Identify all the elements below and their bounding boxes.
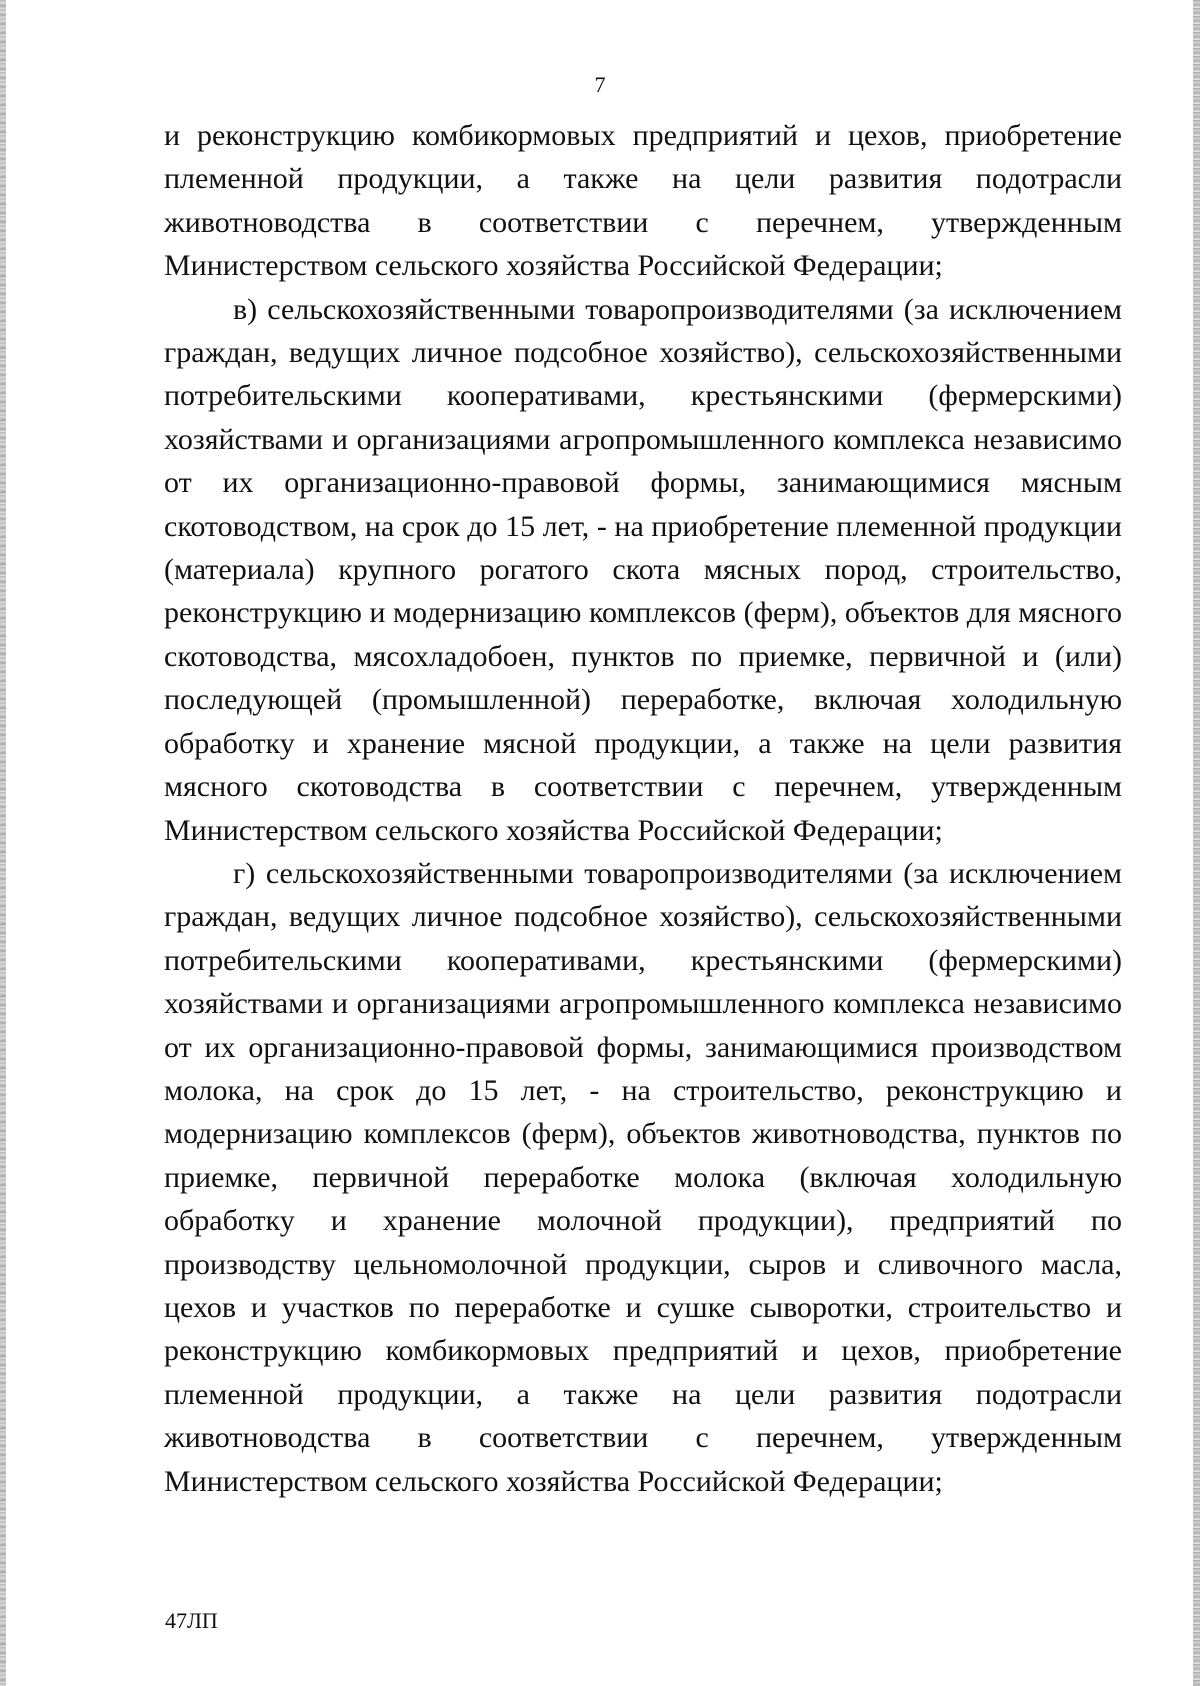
paragraph-v: в) сельскохозяйственными товаропроизводителями (за исключением граждан, ведущих личное подсобное хозяйство), сельскохозяйственными потребительскими кооперативами, крестьянскими (фермерскими) хозяйствами и организациями агропромышленного комплекса независимо от их организационно-правовой формы, занимающимися мясным скотоводством, на срок до 15 лет, - на приобретение племенной продукции (материала) крупного рогатого скота мясных пород, строительство, реконструкцию и модернизацию комплексов (ферм), объектов для мясного скотоводства, мясохладобоен, пунктов по приемке, первичной и (или) последующей (промышленной) переработке, включая холодильную обработку и хранение мясной продукции, а также на цели развития мясного скотоводства в соответствии с перечнем, утвержденным Министерством сельского хозяйства Российской Федерации; — [164, 292, 1122, 847]
document-body — [164, 114, 1122, 1503]
scan-right-edge — [1193, 0, 1200, 1686]
document-code: 47ЛП — [165, 1608, 218, 1633]
paragraph-continued: и реконструкцию комбикормовых предприятий и цехов, приобретение племенной продукции, а также на цели развития подотрасли животноводства в соответствии с перечнем, утвержденным Министерством сельского хозяйства Российской Федерации; — [164, 119, 1122, 283]
page-number: 7 — [594, 72, 606, 97]
paragraph-g: г) сельскохозяйственными товаропроизводителями (за исключением граждан, ведущих личное подсобное хозяйство), сельскохозяйственными потребительскими кооперативами, крестьянскими (фермерскими) хозяйствами и организациями агропромышленного комплекса независимо от их организационно-правовой формы, занимающимися производством молока, на срок до 15 лет, - на строительство, реконструкцию и модернизацию комплексов (ферм), объектов животноводства, пунктов по приемке, первичной переработке молока (включая холодильную обработку и хранение молочной продукции), предприятий по производству цельномолочной продукции, сыров и сливочного масла, цехов и участков по переработке и сушке сыворотки, строительство и реконструкцию комбикормовых предприятий и цехов, приобретение племенной продукции, а также на цели развития подотрасли животноводства в соответствии с перечнем, утвержденным Министерством сельского хозяйства Российской Федерации; — [164, 856, 1122, 1498]
scan-left-edge — [0, 0, 6, 1686]
